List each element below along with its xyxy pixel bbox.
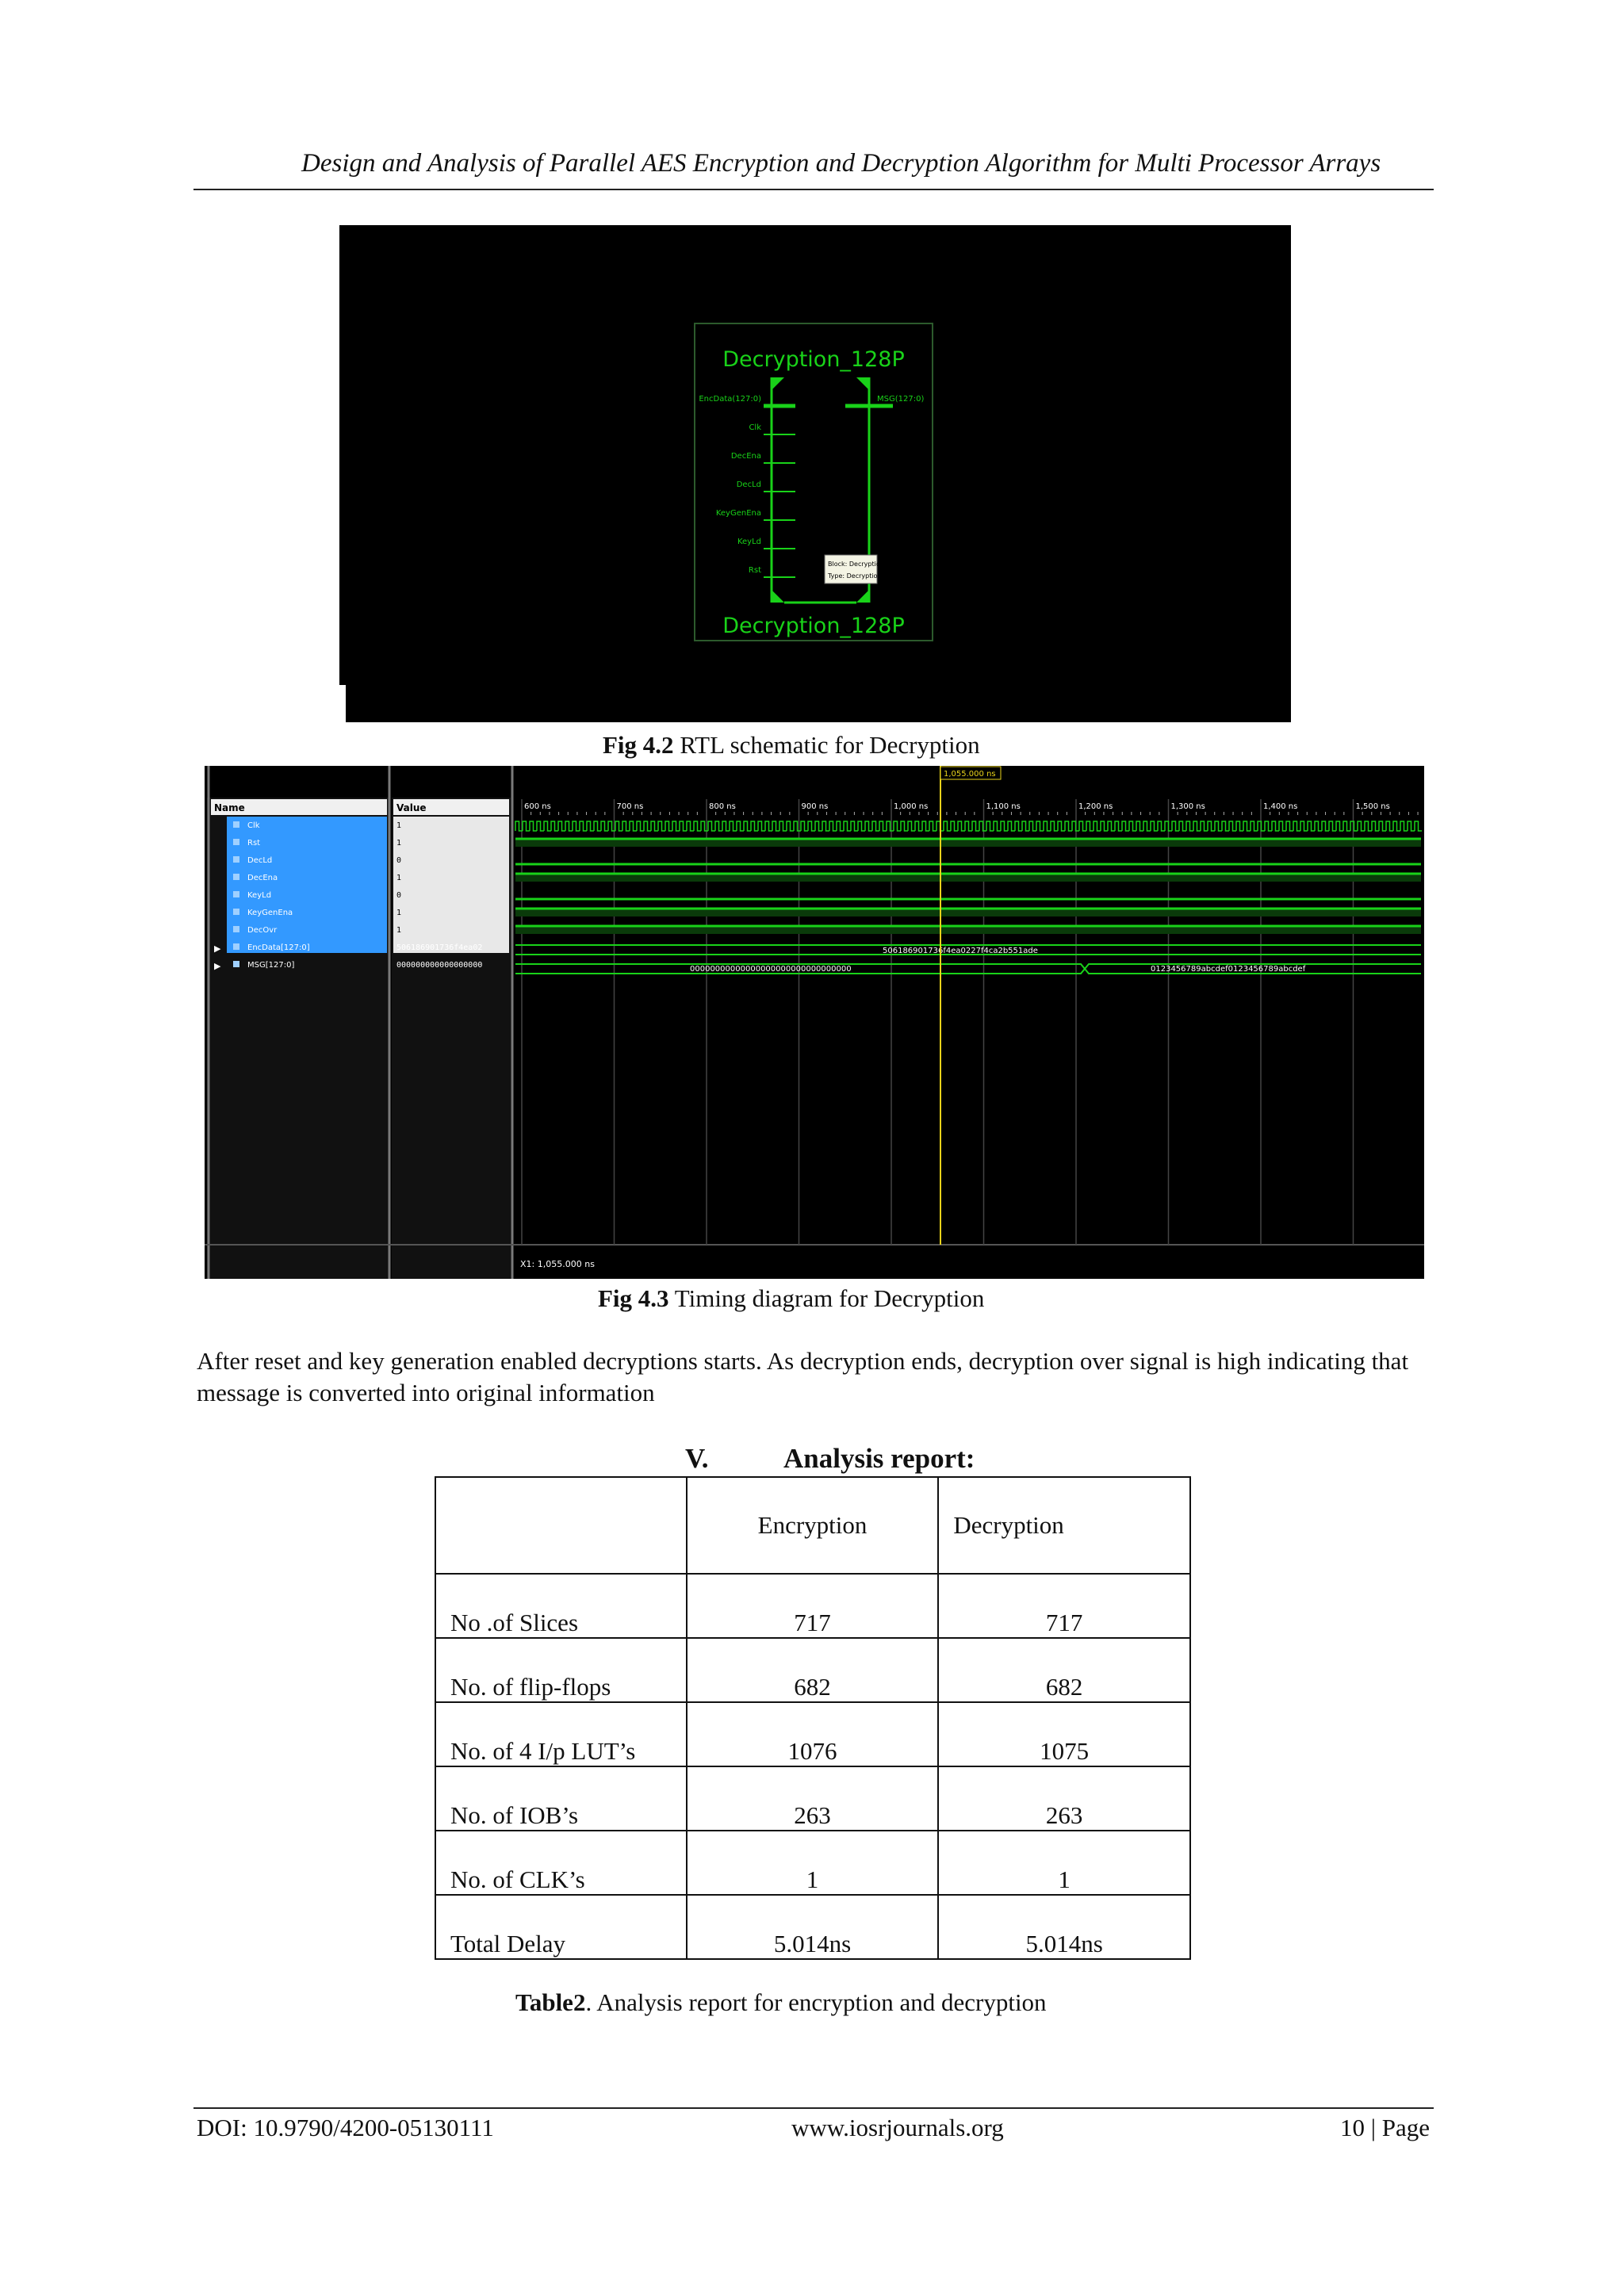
clk-wave xyxy=(515,821,1422,831)
signal-name[interactable]: Clk xyxy=(247,821,260,830)
signal-value: 000000000000000000 xyxy=(396,961,483,970)
footer-rule xyxy=(193,2107,1434,2109)
time-tick-label: 1,400 ns xyxy=(1263,802,1298,811)
signal-value: 1 xyxy=(396,839,402,848)
signal-value: 0 xyxy=(396,891,402,900)
table-cell: 682 xyxy=(938,1638,1190,1702)
table-row xyxy=(435,1638,1190,1702)
fig-4-2-caption: Fig 4.2 RTL schematic for Decryption xyxy=(603,731,980,759)
signal-name[interactable]: Rst xyxy=(247,839,261,848)
signal-icon xyxy=(233,891,239,897)
pin-label: DecLd xyxy=(736,480,761,489)
footer-page: 10 | Page xyxy=(1340,2114,1430,2141)
table-cell: 263 xyxy=(687,1766,939,1831)
table-cell: No. of flip-flops xyxy=(435,1638,687,1702)
body-paragraph: After reset and key generation enabled decryptions starts. As decryption ends, decryption over signal is high indicating that message is converted into original information xyxy=(197,1347,1409,1406)
cursor-label: 1,055.000 ns xyxy=(944,770,996,779)
pin-label: Rst xyxy=(748,566,761,575)
time-tick-label: 800 ns xyxy=(709,802,736,811)
status-readout: X1: 1,055.000 ns xyxy=(520,1259,595,1269)
signal-name[interactable]: EncData[127:0] xyxy=(247,943,310,952)
pin-label: KeyLd xyxy=(737,538,761,546)
table-row xyxy=(435,1702,1190,1766)
time-tick-label: 700 ns xyxy=(616,802,644,811)
table-cell: No. of IOB’s xyxy=(435,1766,687,1831)
time-tick-label: 600 ns xyxy=(524,802,551,811)
table-cell: 682 xyxy=(687,1638,939,1702)
signal-value: 506186901736f4ea02 xyxy=(396,943,483,952)
table-header-cell xyxy=(435,1477,687,1574)
table-cell: 1075 xyxy=(938,1702,1190,1766)
table-cell: No .of Slices xyxy=(435,1574,687,1638)
fig-4-3-caption: Fig 4.3 Timing diagram for Decryption xyxy=(598,1284,985,1312)
signal-icon xyxy=(233,856,239,863)
analysis-table xyxy=(435,1476,1191,1960)
time-tick-label: 1,100 ns xyxy=(986,802,1021,811)
block-title-top: Decryption_128P xyxy=(722,347,905,372)
pin-label: Clk xyxy=(749,423,761,432)
signal-name[interactable]: DecOvr xyxy=(247,926,278,935)
footer-site: www.iosrjournals.org xyxy=(791,2114,1004,2141)
table-cell: 5.014ns xyxy=(687,1895,939,1959)
table-cell: 717 xyxy=(687,1574,939,1638)
signal-icon xyxy=(233,839,239,845)
pin-label: MSG(127:0) xyxy=(877,395,925,404)
signal-value: 1 xyxy=(396,821,402,830)
table-row xyxy=(435,1831,1190,1895)
expand-arrow-icon[interactable]: ▶ xyxy=(214,943,221,954)
rtl-schematic-figure xyxy=(339,225,1291,722)
section-heading: V. Analysis report: xyxy=(685,1443,975,1474)
signal-name[interactable]: KeyLd xyxy=(247,891,272,900)
table-cell: 1 xyxy=(687,1831,939,1895)
table-row xyxy=(435,1766,1190,1831)
signal-name[interactable]: KeyGenEna xyxy=(247,909,293,917)
pin-label: EncData(127:0) xyxy=(699,395,761,404)
time-tick-label: 1,500 ns xyxy=(1355,802,1390,811)
table-caption: Table2. Analysis report for encryption and decryption xyxy=(515,1988,1047,2016)
table-cell: 1 xyxy=(938,1831,1190,1895)
signal-name[interactable]: DecLd xyxy=(247,856,273,865)
signal-icon xyxy=(233,909,239,915)
table-cell: 5.014ns xyxy=(938,1895,1190,1959)
footer-doi: DOI: 10.9790/4200-05130111 xyxy=(197,2114,494,2141)
tooltip-text: Block: Decryption_128P xyxy=(828,561,903,568)
signal-icon xyxy=(233,926,239,932)
signal-value: 1 xyxy=(396,874,402,882)
signal-icon xyxy=(233,943,239,950)
table-cell: No. of CLK’s xyxy=(435,1831,687,1895)
signal-name[interactable]: DecEna xyxy=(247,874,278,882)
table-cell: 263 xyxy=(938,1766,1190,1831)
pin-label: DecEna xyxy=(730,452,761,461)
signal-icon xyxy=(233,821,239,828)
time-tick-label: 900 ns xyxy=(801,802,829,811)
signal-value: 1 xyxy=(396,909,402,917)
time-tick-label: 1,200 ns xyxy=(1078,802,1113,811)
table-row xyxy=(435,1574,1190,1638)
signal-value: 0 xyxy=(396,856,402,865)
name-column-header: Name xyxy=(214,802,245,813)
table-cell: No. of 4 I/p LUT’s xyxy=(435,1702,687,1766)
signal-icon xyxy=(233,874,239,880)
tooltip-text: Type: Decryption_128P xyxy=(828,572,901,580)
table-cell: Total Delay xyxy=(435,1895,687,1959)
signal-value: 1 xyxy=(396,926,402,935)
header-rule xyxy=(193,189,1434,190)
signal-icon xyxy=(233,961,239,967)
time-tick-label: 1,300 ns xyxy=(1170,802,1205,811)
signal-name[interactable]: MSG[127:0] xyxy=(247,961,295,970)
table-header-row xyxy=(435,1477,1190,1574)
msg-value-after: 0123456789abcdef0123456789abcdef xyxy=(1151,965,1306,974)
expand-arrow-icon[interactable]: ▶ xyxy=(214,961,221,971)
table-row xyxy=(435,1895,1190,1959)
enc-bus-value: 506186901736f4ea0227f4ca2b551ade xyxy=(883,947,1038,955)
table-cell: 1076 xyxy=(687,1702,939,1766)
pin-label: KeyGenEna xyxy=(715,509,761,518)
table-header-cell: Encryption xyxy=(687,1477,939,1574)
time-tick-label: 1,000 ns xyxy=(894,802,929,811)
table-header-cell: Decryption xyxy=(938,1477,1190,1574)
value-column-header: Value xyxy=(396,802,427,813)
msg-value-before: 00000000000000000000000000000000 xyxy=(690,965,852,974)
timing-diagram-figure xyxy=(205,766,1424,1279)
running-header: Design and Analysis of Parallel AES Encryption and Decryption Algorithm for Multi Processor Arrays xyxy=(301,149,1381,178)
block-title-bottom: Decryption_128P xyxy=(722,614,905,638)
table-cell: 717 xyxy=(938,1574,1190,1638)
